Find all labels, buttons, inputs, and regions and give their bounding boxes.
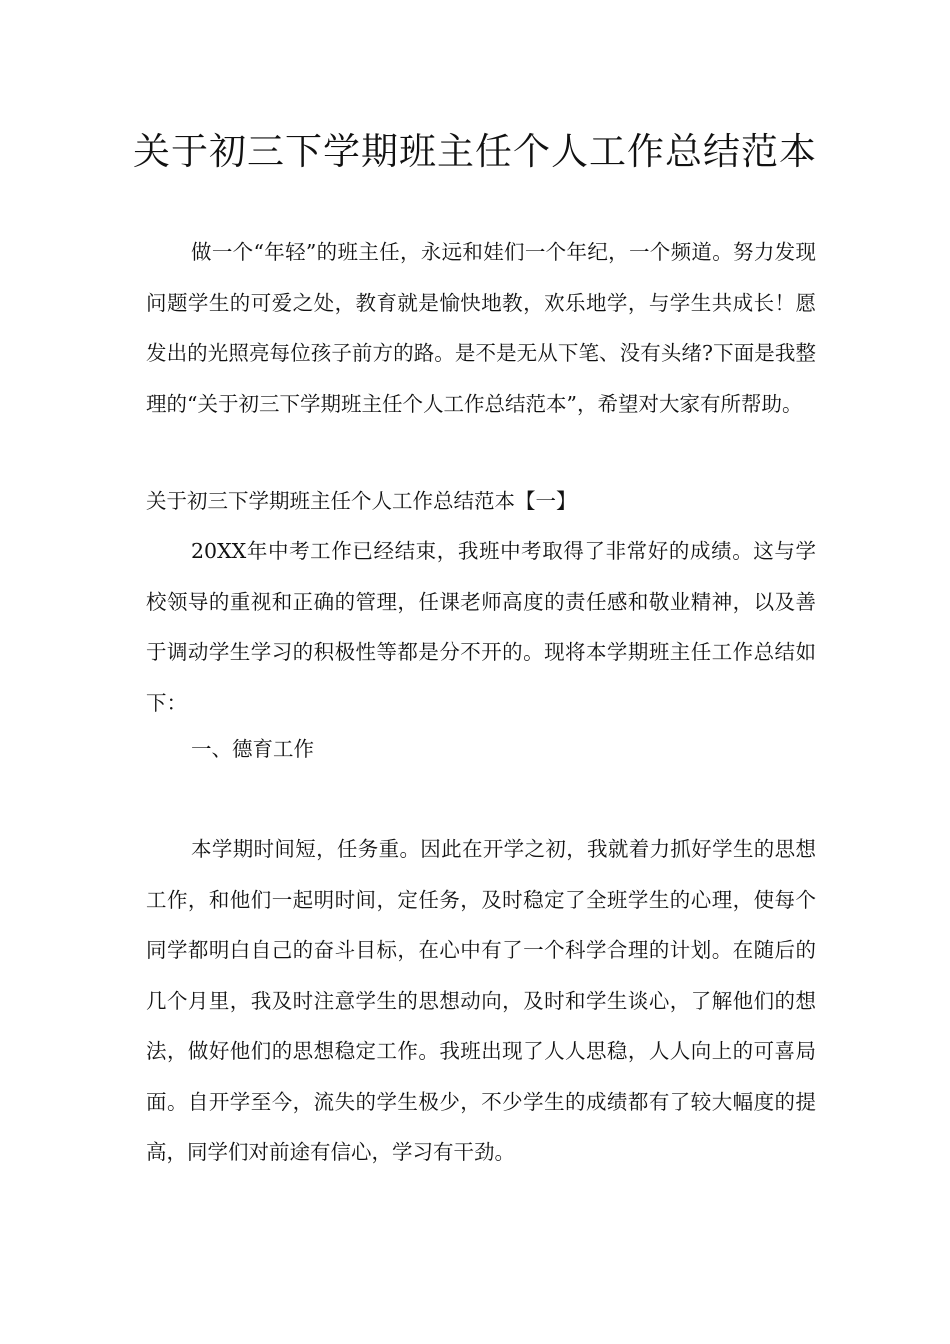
section-subheading: 关于初三下学期班主任个人工作总结范本【一】 — [146, 489, 577, 513]
moral-education-paragraph: 本学期时间短，任务重。因此在开学之初，我就着力抓好学生的思想工作，和他们一起明时间，定任务，及时稳定了全班学生的心理，使每个同学都明白自己的奋斗目标，在心中有了一个科学合理的计划。在随后的几个月里，我及时注意学生的思想动向，及时和学生谈心，了解他们的想法，做好他们的思想稳定工作。我班出现了人人思稳，人人向上的可喜局面。自开学至今，流失的学生极少，不少学生的成绩都有了较大幅度的提高，同学们对前途有信心，学习有干劲。 — [146, 837, 816, 1164]
document-title: 关于初三下学期班主任个人工作总结范本 — [133, 130, 817, 173]
summary-paragraph: 20XX年中考工作已经结束，我班中考取得了非常好的成绩。这与学校领导的重视和正确的管理，任课老师高度的责任感和敬业精神，以及善于调动学生学习的积极性等都是分不开的。现将本学期班主任工作总结如下： — [146, 539, 816, 715]
moral-education-heading: 一、德育工作 — [191, 737, 314, 761]
intro-paragraph: 做一个“年轻”的班主任，永远和娃们一个年纪，一个频道。努力发现问题学生的可爱之处，教育就是愉快地教，欢乐地学，与学生共成长！愿发出的光照亮每位孩子前方的路。是不是无从下笔、没有头绪?下面是我整理的“关于初三下学期班主任个人工作总结范本”，希望对大家有所帮助。 — [146, 240, 816, 416]
